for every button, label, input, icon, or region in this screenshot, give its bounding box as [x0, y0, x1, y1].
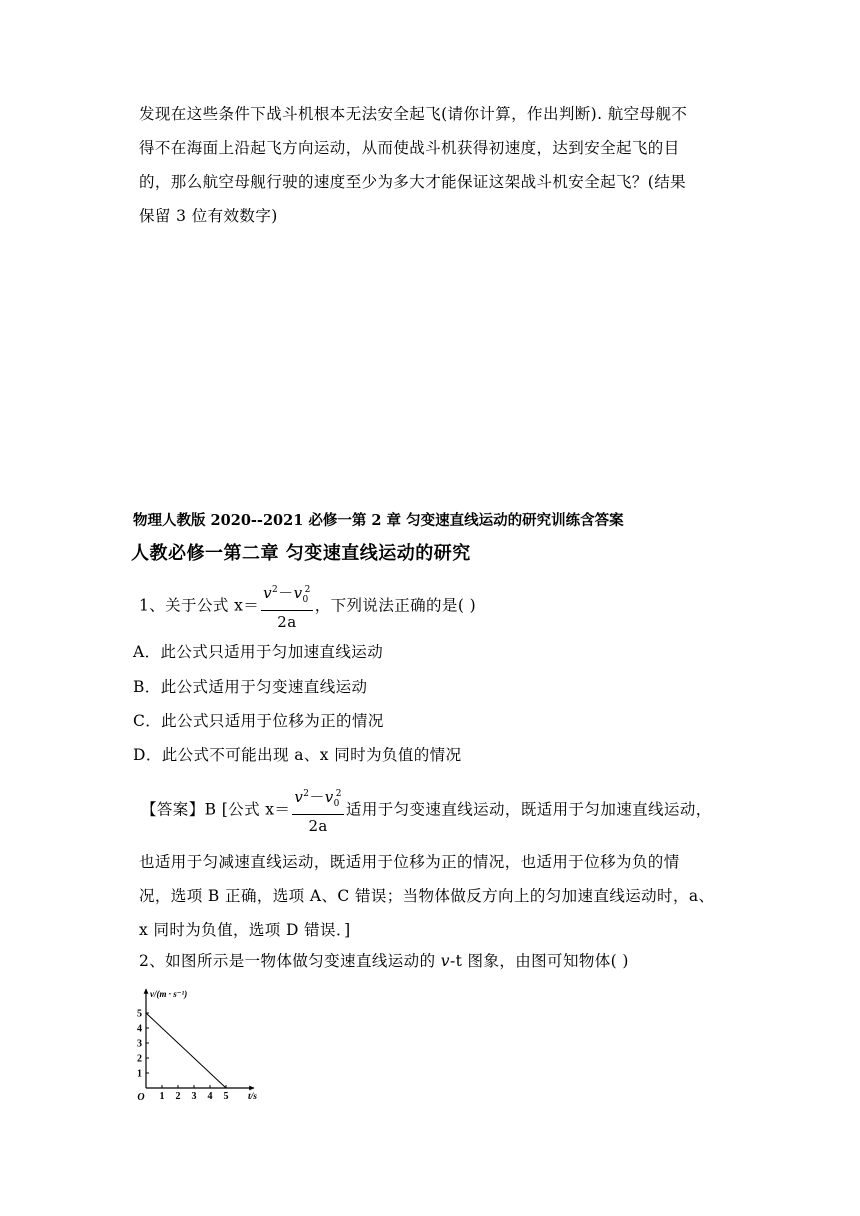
- x-tick-label: 3: [191, 1091, 197, 1102]
- option-a: A．此公式只适用于匀加速直线运动: [133, 643, 384, 661]
- x-tick-label: 2: [175, 1091, 181, 1102]
- question-2-prefix: 2、如图所示是一物体做匀变速直线运动的: [139, 952, 441, 970]
- y-tick-label: 3: [137, 1038, 142, 1050]
- origin-label: O: [137, 1092, 145, 1103]
- answer-1-prefix: 【答案】B [公式 x＝: [141, 800, 291, 819]
- answer-1-formula: [292, 784, 344, 837]
- x-tick-label: 1: [159, 1091, 165, 1102]
- answer-1-suffix: 适用于匀变速直线运动，既适用于匀加速直线运动，: [345, 800, 712, 819]
- answer-1-line-2: 也适用于匀减速直线运动，既适用于位移为正的情况，也适用于位移为负的情: [139, 853, 680, 871]
- option-d: D．此公式不可能出现 a、x 同时为负值的情况: [133, 746, 462, 764]
- y-tick-label: 2: [137, 1053, 142, 1065]
- option-b: B．此公式适用于匀变速直线运动: [133, 678, 368, 696]
- y-tick-label: 4: [137, 1023, 142, 1035]
- formula-numerator: $v^2-v_0^2$: [261, 580, 313, 611]
- option-c: C．此公式只适用于位移为正的情况: [133, 712, 384, 730]
- x-axis-label: t/s: [248, 1092, 257, 1102]
- chapter-title: 人教必修一第二章 匀变速直线运动的研究: [131, 543, 471, 564]
- answer-1: [141, 784, 712, 837]
- paragraph-line-3: 的，那么航空母舰行驶的速度至少为多大才能保证这架战斗机安全起飞？(结果: [139, 173, 687, 191]
- vt-chart: [130, 985, 280, 1110]
- formula-numerator: $v^2-v_0^2$: [292, 784, 344, 815]
- answer-1-line-4: x 同时为负值，选项 D 错误．]: [139, 921, 351, 939]
- paragraph-line-2: 得不在海面上沿起飞方向运动，从而使战斗机获得初速度，达到安全起飞的目: [139, 139, 680, 157]
- document-title: 物理人教版 2020--2021 必修一第 2 章 匀变速直线运动的研究训练含答案: [133, 512, 624, 529]
- formula-denominator: 2a: [277, 613, 297, 631]
- question-2: [139, 949, 629, 971]
- v-symbol: v: [440, 952, 450, 970]
- question-1: [139, 580, 476, 633]
- question-1-formula: [261, 580, 313, 633]
- x-tick-label: 5: [223, 1091, 229, 1102]
- series-line: [146, 1013, 226, 1088]
- answer-1-line-3: 况，选项 B 正确，选项 A、C 错误；当物体做反方向上的匀加速直线运动时，a、: [139, 887, 715, 905]
- formula-denominator: 2a: [308, 817, 328, 835]
- y-axis-label: v/(m · s⁻¹): [150, 989, 188, 999]
- question-1-prefix: 1、关于公式 x＝: [139, 596, 260, 615]
- question-1-suffix: ，下列说法正确的是( ): [314, 596, 477, 615]
- paragraph-line-4: 保留 3 位有效数字): [139, 207, 278, 225]
- y-tick-label: 1: [137, 1068, 142, 1080]
- y-tick-label: 5: [137, 1008, 142, 1020]
- question-2-suffix: -t 图象，由图可知物体( ): [449, 952, 629, 970]
- paragraph-line-1: 发现在这些条件下战斗机根本无法安全起飞(请你计算，作出判断). 航空母舰不: [139, 105, 688, 123]
- x-tick-label: 4: [207, 1091, 213, 1102]
